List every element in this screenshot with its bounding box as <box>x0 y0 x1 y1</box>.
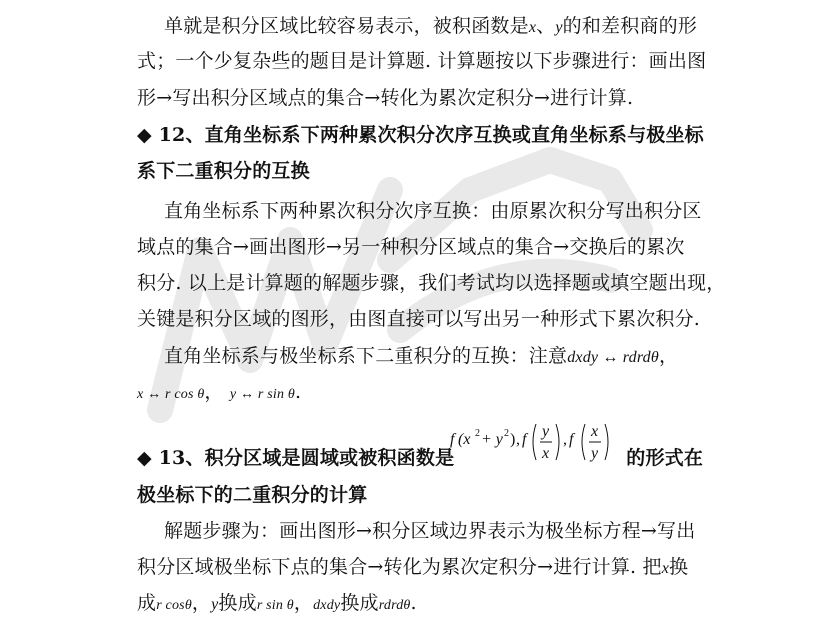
y-equivalence: y ↔ r sin θ <box>229 387 295 402</box>
formula-close: ) <box>510 431 516 448</box>
heading-13-line-1: ◆ 13、积分区域是圆域或被积函数是 的形式在 <box>137 447 704 469</box>
frac1-denominator: x <box>542 445 550 462</box>
x-equivalence: x ↔ r cos θ <box>137 387 205 402</box>
paragraph-2-line-2: 域点的集合→画出图形→另一种积分区域点的集合→交换后的累次 <box>137 236 685 258</box>
paragraph-4-line-2: 积分区域极坐标下点的集合→转化为累次定积分→进行计算. 把x换 <box>137 556 689 578</box>
paragraph-3-line-1: 直角坐标系与极坐标系下二重积分的互换：注意dxdy ↔ rdrdθ， <box>164 345 679 367</box>
heading-12-line-2: 系下二重积分的互换 <box>137 160 310 182</box>
paragraph-2-line-3: 积分. 以上是计算题的解题步骤，我们考试均以选择题或填空题出现， <box>137 272 726 294</box>
formula-exp-2: 2 <box>504 428 509 439</box>
formula-exp-1: 2 <box>475 428 480 439</box>
paragraph-1-line-1: 单就是积分区域比较容易表示，被积函数是x、y的和差积商的形 <box>164 15 698 37</box>
integrand-formula <box>448 418 618 466</box>
heading-13-line-2: 极坐标下的二重积分的计算 <box>137 484 368 506</box>
formula-comma-2: , <box>563 431 567 448</box>
frac2-right-paren <box>605 424 608 460</box>
paragraph-1-line-2: 式；一个少复杂些的题目是计算题. 计算题按以下步骤进行：画出图 <box>137 50 707 72</box>
dxdy-equivalence: dxdy ↔ rdrdθ <box>567 349 659 366</box>
formula-f-1: f <box>450 431 455 448</box>
frac1-left-paren <box>533 424 536 460</box>
frac2-numerator: x <box>591 423 599 440</box>
frac1-numerator: y <box>542 423 550 440</box>
paragraph-1-line-3: 形→写出积分区域点的集合→转化为累次定积分→进行计算. <box>137 87 634 109</box>
frac1-right-paren <box>556 424 559 460</box>
formula-f-2: f <box>522 431 527 448</box>
frac2-denominator: y <box>591 445 599 462</box>
frac2-left-paren <box>582 424 585 460</box>
formula-comma-1: , <box>516 431 520 448</box>
formula-f-3: f <box>569 431 574 448</box>
formula-arg: (x <box>458 431 471 448</box>
formula-plus-y: + y <box>481 431 503 448</box>
paragraph-3-line-2: x ↔ r cos θ， y ↔ r sin θ. <box>137 381 302 403</box>
paragraph-2-line-4: 关键是积分区域的图形，由图直接可以写出另一种形式下累次积分. <box>137 308 701 330</box>
paragraph-4-line-1: 解题步骤为：画出图形→积分区域边界表示为极坐标方程→写出 <box>164 520 696 542</box>
paragraph-4-line-3: 成r cosθ，y换成r sin θ，dxdy换成rdrdθ. <box>137 592 417 614</box>
heading-12-line-1: ◆ 12、直角坐标系下两种累次积分次序互换或直角坐标系与极坐标 <box>137 124 704 146</box>
paragraph-2-line-1: 直角坐标系下两种累次积分次序互换：由原累次积分写出积分区 <box>164 200 702 222</box>
